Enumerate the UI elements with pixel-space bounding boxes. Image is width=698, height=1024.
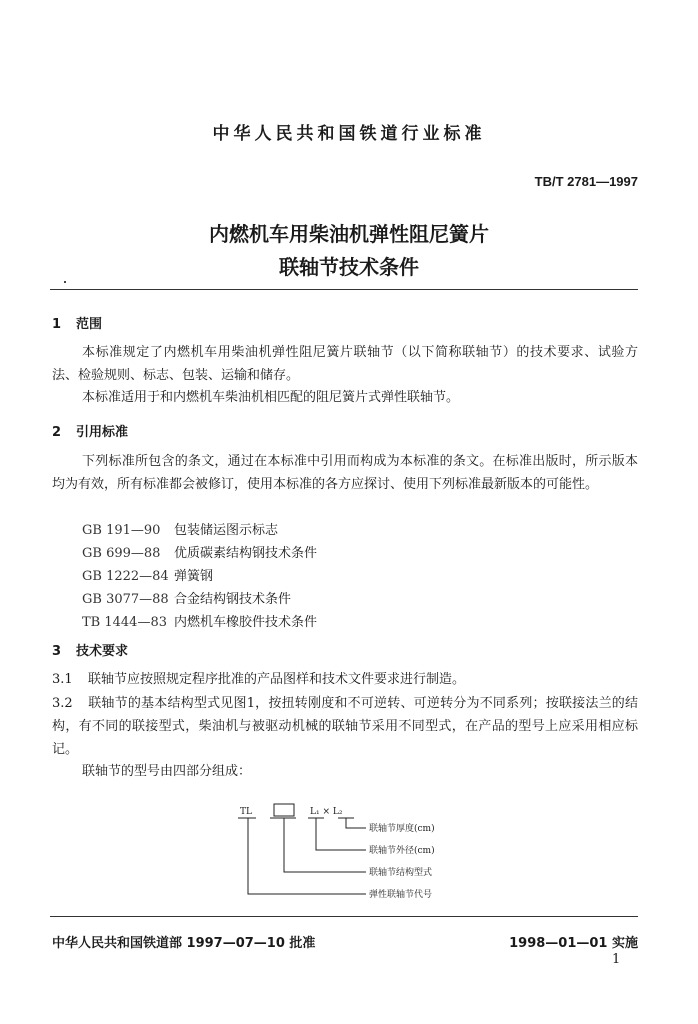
reference-item (82, 565, 213, 584)
reference-item (82, 519, 278, 538)
section-1-paragraph-2: 本标准适用于和内燃机车柴油机相匹配的阻尼簧片式弹性联轴节。 (82, 390, 460, 405)
model-designation-diagram (230, 800, 470, 906)
leader-code (248, 818, 366, 894)
model-intro: 联轴节的型号由四部分组成： (82, 764, 252, 779)
section-number: 3 (52, 644, 62, 659)
reference-name: 弹簧钢 (174, 569, 214, 584)
clause-3-2 (52, 692, 638, 761)
leader-thickness (346, 818, 366, 828)
structure-box (274, 804, 294, 816)
reference-name: 优质碳素结构钢技术条件 (174, 546, 318, 561)
reference-code: GB 191—90 (82, 523, 161, 538)
clause-number: 3.1 (52, 672, 73, 687)
reference-code: TB 1444—83 (82, 615, 167, 630)
label-code: 弹性联轴节代号 (369, 890, 433, 900)
section-title: 范围 (76, 317, 103, 332)
section-number: 1 (52, 317, 62, 332)
model-dimension: L₁ × L₂ (310, 807, 343, 817)
section-1-paragraph-1: 本标准规定了内燃机车用柴油机弹性阻尼簧片联轴节（以下简称联轴节）的技术要求、试验方法、检验规则、标志、包装、运输和储存。 (52, 345, 638, 383)
label-diameter: 联轴节外径(cm) (369, 846, 435, 856)
title-divider (50, 289, 638, 290)
section-1-heading (52, 313, 102, 332)
reference-name: 合金结构钢技术条件 (174, 592, 292, 607)
scan-dot (64, 281, 66, 283)
label-structure: 联轴节结构型式 (369, 868, 433, 878)
reference-item (82, 588, 291, 607)
reference-name: 内燃机车橡胶件技术条件 (174, 615, 318, 630)
leader-structure (284, 818, 366, 872)
section-2-paragraph: 下列标准所包含的条文，通过在本标准中引用而构成为本标准的条文。在标准出版时，所示版本均为有效，所有标准都会被修订，使用本标准的各方应探讨、使用下列标准最新版本的可能性。 (52, 454, 638, 492)
section-3-heading (52, 640, 128, 659)
section-title: 技术要求 (76, 644, 129, 659)
approval-line: 中华人民共和国铁道部 1997—07—10 批准 (52, 936, 316, 951)
document-title-line2: 联轴节技术条件 (279, 255, 419, 279)
section-title: 引用标准 (76, 425, 129, 440)
reference-code: GB 1222—84 (82, 569, 169, 584)
reference-code: GB 699—88 (82, 546, 161, 561)
label-thickness: 联轴节厚度(cm) (369, 824, 435, 834)
clause-number: 3.2 (52, 696, 73, 711)
clause-text: 联轴节应按照规定程序批准的产品图样和技术文件要求进行制造。 (88, 672, 466, 687)
reference-item (82, 542, 317, 561)
clause-3-1 (52, 668, 638, 691)
document-header: 中华人民共和国铁道行业标准 (212, 124, 486, 144)
page-number: 1 (612, 952, 621, 967)
section-number: 2 (52, 425, 62, 440)
reference-name: 包装储运图示标志 (174, 523, 279, 538)
standard-code: TB/T 2781—1997 (534, 174, 638, 189)
leader-diameter (316, 818, 366, 850)
section-2-heading (52, 421, 128, 440)
clause-text: 联轴节的基本结构型式见图1，按扭转刚度和不可逆转、可逆转分为不同系列；按联接法兰的结构，有不同的联接型式，柴油机与被驱动机械的联轴节采用不同型式，在产品的型号上应采用相应标记。 (52, 696, 638, 757)
reference-code: GB 3077—88 (82, 592, 169, 607)
document-title-line1: 内燃机车用柴油机弹性阻尼簧片 (209, 222, 489, 246)
model-prefix: TL (240, 807, 252, 817)
reference-item (82, 611, 317, 630)
implementation-line: 1998—01—01 实施 (509, 936, 638, 951)
footer-divider (50, 916, 638, 917)
